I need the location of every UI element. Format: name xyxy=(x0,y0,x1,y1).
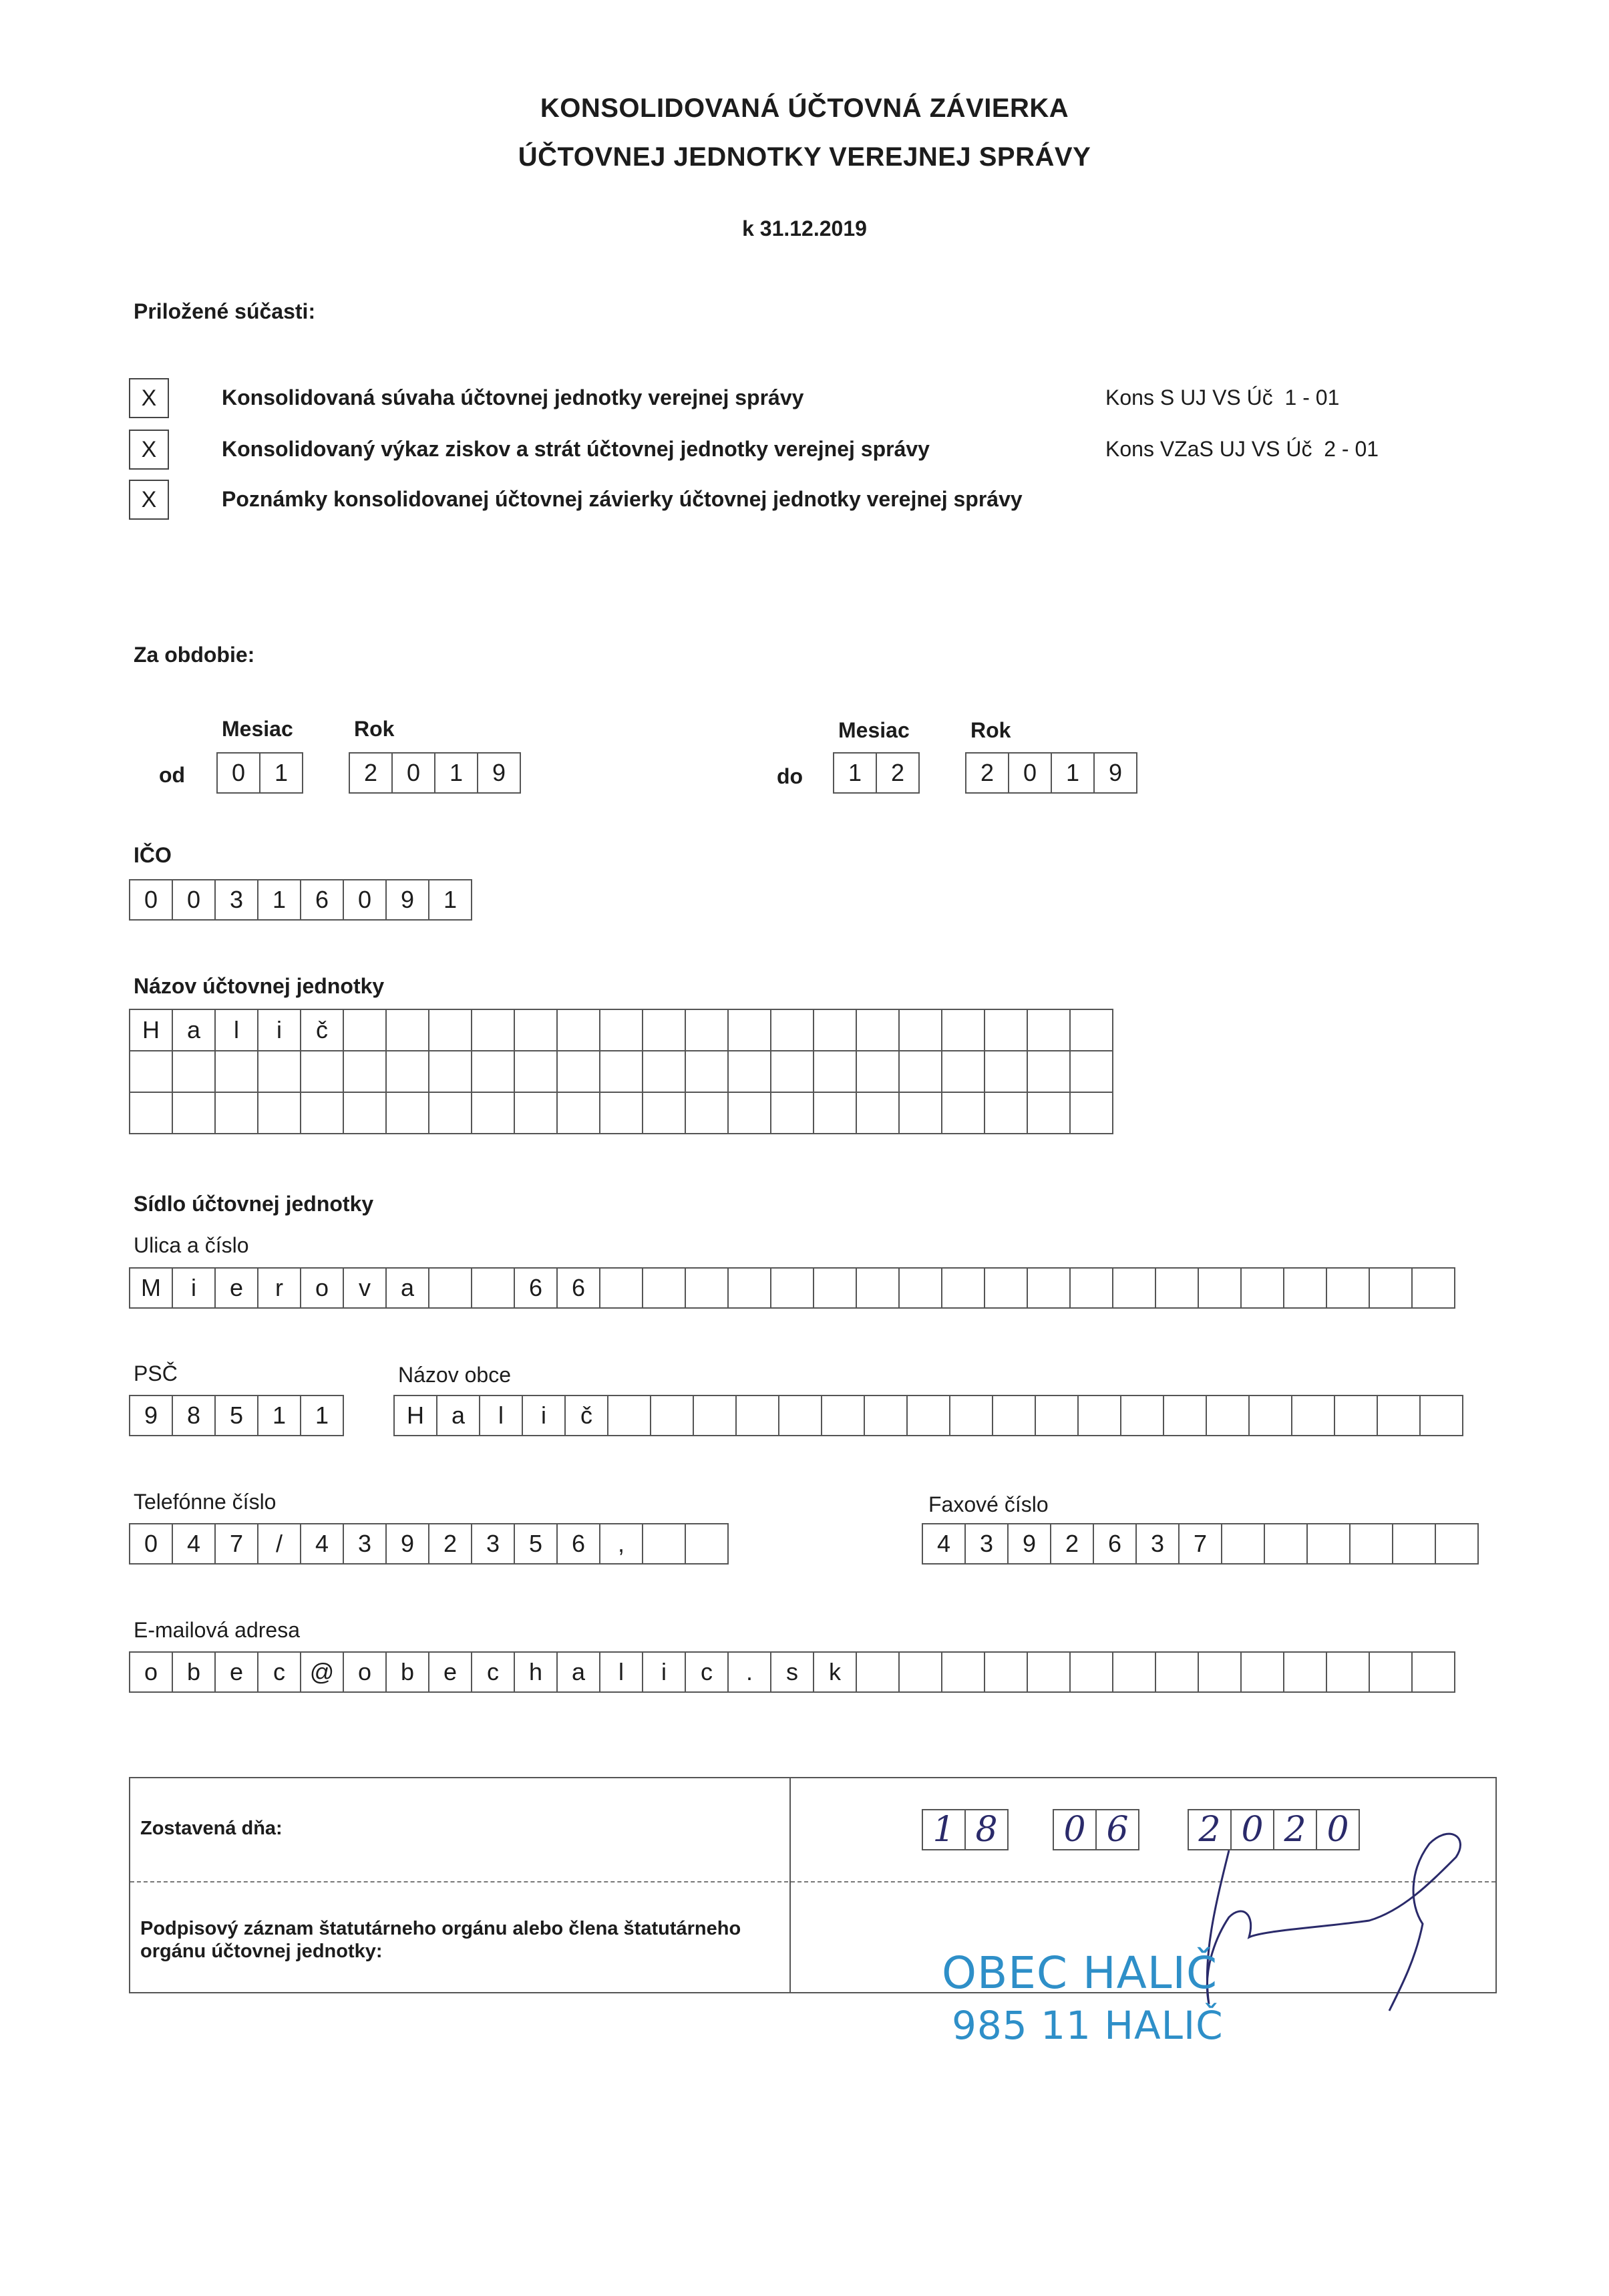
char-box[interactable] xyxy=(214,1050,258,1093)
char-box[interactable] xyxy=(949,1395,993,1436)
from-month-boxes xyxy=(216,752,303,794)
ico-boxes xyxy=(129,879,472,921)
char-box[interactable]: . xyxy=(727,1651,771,1693)
char-box[interactable] xyxy=(1155,1651,1199,1693)
town-label: Názov obce xyxy=(398,1363,511,1387)
char-box[interactable] xyxy=(1221,1523,1265,1565)
char-box[interactable]: e xyxy=(428,1651,472,1693)
char-box[interactable]: 6 xyxy=(514,1267,558,1309)
char-box[interactable]: 3 xyxy=(964,1523,1009,1565)
street-label: Ulica a číslo xyxy=(134,1233,249,1257)
char-box[interactable]: 5 xyxy=(214,1395,258,1436)
char-box[interactable] xyxy=(556,1009,600,1051)
char-box[interactable] xyxy=(778,1395,822,1436)
char-box[interactable]: 9 xyxy=(385,879,429,921)
char-box[interactable]: 3 xyxy=(343,1523,387,1565)
psc-boxes xyxy=(129,1395,344,1436)
char-box[interactable] xyxy=(129,1050,173,1093)
char-box[interactable] xyxy=(941,1092,985,1134)
char-box[interactable] xyxy=(642,1050,686,1093)
to-month-boxes xyxy=(833,752,920,794)
char-box[interactable] xyxy=(685,1050,729,1093)
char-box[interactable] xyxy=(898,1651,942,1693)
attachment-label: Konsolidovaná súvaha účtovnej jednotky verejnej správy xyxy=(222,385,804,409)
char-box[interactable] xyxy=(1027,1050,1071,1093)
char-box[interactable]: c xyxy=(257,1651,301,1693)
char-box[interactable] xyxy=(1155,1267,1199,1309)
char-box[interactable]: 6 xyxy=(300,879,344,921)
char-box[interactable] xyxy=(984,1267,1028,1309)
char-box[interactable] xyxy=(770,1267,814,1309)
char-box[interactable]: 2 xyxy=(965,752,1009,794)
char-box[interactable] xyxy=(1027,1651,1071,1693)
char-box[interactable]: 6 xyxy=(1093,1523,1137,1565)
char-box[interactable]: 0 xyxy=(129,1523,173,1565)
char-box[interactable] xyxy=(1283,1651,1327,1693)
char-box[interactable]: 3 xyxy=(1135,1523,1180,1565)
fax-boxes xyxy=(922,1523,1479,1565)
char-box[interactable]: o xyxy=(129,1651,173,1693)
char-box[interactable]: 4 xyxy=(172,1523,216,1565)
char-box[interactable]: v xyxy=(343,1267,387,1309)
char-box[interactable]: l xyxy=(214,1009,258,1051)
char-box[interactable]: r xyxy=(257,1267,301,1309)
char-box[interactable]: 1 xyxy=(428,879,472,921)
char-box[interactable] xyxy=(1264,1523,1308,1565)
stamp-line2: 985 11 HALIČ xyxy=(952,2003,1224,2048)
char-box[interactable] xyxy=(1411,1267,1455,1309)
char-box[interactable] xyxy=(385,1050,429,1093)
char-box[interactable] xyxy=(898,1092,942,1134)
handwritten-signature xyxy=(1189,1804,1496,2044)
table-divider xyxy=(789,1778,791,1992)
char-box[interactable] xyxy=(813,1009,857,1051)
char-box[interactable] xyxy=(1349,1523,1393,1565)
char-box[interactable] xyxy=(428,1267,472,1309)
char-box[interactable]: 1 xyxy=(922,1809,966,1850)
char-box[interactable] xyxy=(343,1050,387,1093)
char-box[interactable]: 0 xyxy=(172,879,216,921)
document-title-line1: KONSOLIDOVANÁ ÚČTOVNÁ ZÁVIERKA xyxy=(540,94,1069,123)
entity-name-grid xyxy=(129,1009,1113,1134)
to-month-label: Mesiac xyxy=(838,718,910,742)
char-box[interactable]: 6 xyxy=(556,1523,600,1565)
char-box[interactable] xyxy=(941,1050,985,1093)
char-box[interactable] xyxy=(428,1009,472,1051)
compiled-day-boxes xyxy=(922,1809,1009,1850)
char-box[interactable] xyxy=(1334,1395,1378,1436)
char-box[interactable] xyxy=(727,1092,771,1134)
entity-name-row xyxy=(129,1092,1113,1134)
char-box[interactable] xyxy=(1027,1092,1071,1134)
char-box[interactable]: a xyxy=(436,1395,480,1436)
char-box[interactable]: k xyxy=(813,1651,857,1693)
stamp-line1: OBEC HALIČ xyxy=(942,1947,1218,1999)
char-box[interactable] xyxy=(1392,1523,1436,1565)
char-box[interactable]: a xyxy=(556,1651,600,1693)
char-box[interactable]: 0 xyxy=(1316,1809,1360,1850)
char-box[interactable]: l xyxy=(599,1651,643,1693)
from-label: od xyxy=(159,763,186,787)
char-box[interactable] xyxy=(428,1092,472,1134)
char-box[interactable]: 0 xyxy=(1230,1809,1274,1850)
char-box[interactable]: 9 xyxy=(1007,1523,1051,1565)
char-box[interactable]: 1 xyxy=(833,752,877,794)
psc-label: PSČ xyxy=(134,1361,178,1385)
char-box[interactable] xyxy=(1077,1395,1121,1436)
char-box[interactable]: 0 xyxy=(1053,1809,1097,1850)
entity-name-row xyxy=(129,1050,1113,1093)
char-box[interactable]: 1 xyxy=(257,1395,301,1436)
email-label: E-mailová adresa xyxy=(134,1618,300,1642)
from-month-label: Mesiac xyxy=(222,717,293,741)
char-box[interactable] xyxy=(813,1267,857,1309)
char-box[interactable]: 8 xyxy=(172,1395,216,1436)
char-box[interactable] xyxy=(856,1651,900,1693)
char-box[interactable] xyxy=(1069,1092,1113,1134)
char-box[interactable] xyxy=(514,1092,558,1134)
char-box[interactable] xyxy=(1377,1395,1421,1436)
attachment-form-code: Kons S UJ VS Úč 1 - 01 xyxy=(1105,385,1340,409)
char-box[interactable] xyxy=(650,1395,694,1436)
char-box[interactable]: 4 xyxy=(922,1523,966,1565)
char-box[interactable]: 8 xyxy=(964,1809,1009,1850)
char-box[interactable]: c xyxy=(471,1651,515,1693)
char-box[interactable] xyxy=(685,1009,729,1051)
street-boxes xyxy=(129,1267,1455,1309)
char-box[interactable] xyxy=(727,1050,771,1093)
char-box[interactable]: 6 xyxy=(556,1267,600,1309)
char-box[interactable] xyxy=(984,1009,1028,1051)
char-box[interactable]: / xyxy=(257,1523,301,1565)
attachment-form-code: Kons VZaS UJ VS Úč 2 - 01 xyxy=(1105,437,1379,461)
char-box[interactable] xyxy=(257,1092,301,1134)
attachment-checkbox[interactable]: X xyxy=(129,378,169,418)
phone-boxes xyxy=(129,1523,729,1565)
char-box[interactable] xyxy=(599,1267,643,1309)
compiled-label: Zostavená dňa: xyxy=(140,1818,283,1839)
char-box[interactable]: 1 xyxy=(259,752,303,794)
char-box[interactable]: i xyxy=(522,1395,566,1436)
ico-label: IČO xyxy=(134,843,172,867)
char-box[interactable] xyxy=(1411,1651,1455,1693)
char-box[interactable]: 2 xyxy=(876,752,920,794)
char-box[interactable] xyxy=(1112,1651,1156,1693)
char-box[interactable] xyxy=(906,1395,950,1436)
char-box[interactable] xyxy=(685,1523,729,1565)
char-box[interactable]: M xyxy=(129,1267,173,1309)
seat-label: Sídlo účtovnej jednotky xyxy=(134,1192,374,1216)
as-of-date: k 31.12.2019 xyxy=(742,216,867,240)
char-box[interactable]: 0 xyxy=(343,879,387,921)
char-box[interactable] xyxy=(984,1651,1028,1693)
char-box[interactable]: 1 xyxy=(300,1395,344,1436)
char-box[interactable] xyxy=(984,1092,1028,1134)
char-box[interactable] xyxy=(471,1092,515,1134)
from-year-label: Rok xyxy=(354,717,395,741)
char-box[interactable] xyxy=(599,1050,643,1093)
char-box[interactable]: 6 xyxy=(1095,1809,1139,1850)
char-box[interactable] xyxy=(770,1092,814,1134)
char-box[interactable] xyxy=(599,1009,643,1051)
char-box[interactable] xyxy=(1198,1651,1242,1693)
char-box[interactable]: 7 xyxy=(214,1523,258,1565)
char-box[interactable] xyxy=(770,1050,814,1093)
entity-name-row xyxy=(129,1009,1113,1051)
char-box[interactable] xyxy=(1069,1267,1113,1309)
char-box[interactable]: e xyxy=(214,1267,258,1309)
char-box[interactable] xyxy=(1069,1651,1113,1693)
char-box[interactable]: 2 xyxy=(428,1523,472,1565)
char-box[interactable] xyxy=(693,1395,737,1436)
char-box[interactable] xyxy=(385,1009,429,1051)
char-box[interactable] xyxy=(727,1267,771,1309)
char-box[interactable]: 2 xyxy=(1273,1809,1317,1850)
char-box[interactable] xyxy=(1369,1651,1413,1693)
attachments-heading: Priložené súčasti: xyxy=(134,299,316,323)
char-box[interactable]: 0 xyxy=(1008,752,1052,794)
char-box[interactable] xyxy=(735,1395,779,1436)
char-box[interactable] xyxy=(172,1050,216,1093)
char-box[interactable] xyxy=(1240,1651,1284,1693)
char-box[interactable]: 3 xyxy=(471,1523,515,1565)
char-box[interactable]: 9 xyxy=(385,1523,429,1565)
email-boxes xyxy=(129,1651,1455,1693)
char-box[interactable] xyxy=(642,1009,686,1051)
compiled-month-boxes xyxy=(1053,1809,1139,1850)
char-box[interactable] xyxy=(257,1050,301,1093)
char-box[interactable] xyxy=(856,1009,900,1051)
attachment-checkbox[interactable]: X xyxy=(129,430,169,470)
char-box[interactable] xyxy=(898,1009,942,1051)
char-box[interactable]: č xyxy=(300,1009,344,1051)
char-box[interactable] xyxy=(1069,1009,1113,1051)
char-box[interactable] xyxy=(1306,1523,1351,1565)
char-box[interactable]: 0 xyxy=(216,752,260,794)
fax-label: Faxové číslo xyxy=(928,1492,1049,1516)
char-box[interactable]: H xyxy=(129,1009,173,1051)
char-box[interactable]: l xyxy=(479,1395,523,1436)
town-boxes xyxy=(393,1395,1463,1436)
entity-name-label: Názov účtovnej jednotky xyxy=(134,974,385,998)
char-box[interactable]: 2 xyxy=(1050,1523,1094,1565)
char-box[interactable] xyxy=(898,1050,942,1093)
char-box[interactable]: 1 xyxy=(257,879,301,921)
char-box[interactable] xyxy=(856,1267,900,1309)
char-box[interactable]: e xyxy=(214,1651,258,1693)
char-box[interactable] xyxy=(642,1523,686,1565)
char-box[interactable]: 9 xyxy=(477,752,521,794)
char-box[interactable] xyxy=(1035,1395,1079,1436)
char-box[interactable] xyxy=(129,1092,173,1134)
char-box[interactable]: 1 xyxy=(434,752,478,794)
char-box[interactable] xyxy=(514,1009,558,1051)
char-box[interactable] xyxy=(984,1050,1028,1093)
char-box[interactable] xyxy=(685,1267,729,1309)
char-box[interactable] xyxy=(941,1009,985,1051)
char-box[interactable] xyxy=(556,1050,600,1093)
char-box[interactable]: b xyxy=(385,1651,429,1693)
attachment-label: Poznámky konsolidovanej účtovnej závierky účtovnej jednotky verejnej správy xyxy=(222,487,1023,511)
char-box[interactable]: H xyxy=(393,1395,437,1436)
char-box[interactable]: , xyxy=(599,1523,643,1565)
char-box[interactable] xyxy=(300,1092,344,1134)
char-box[interactable]: 9 xyxy=(1093,752,1137,794)
char-box[interactable]: o xyxy=(343,1651,387,1693)
char-box[interactable] xyxy=(1120,1395,1164,1436)
char-box[interactable]: c xyxy=(685,1651,729,1693)
char-box[interactable]: h xyxy=(514,1651,558,1693)
char-box[interactable] xyxy=(471,1267,515,1309)
char-box[interactable] xyxy=(300,1050,344,1093)
char-box[interactable] xyxy=(385,1092,429,1134)
char-box[interactable] xyxy=(514,1050,558,1093)
char-box[interactable] xyxy=(992,1395,1036,1436)
attachment-checkbox[interactable]: X xyxy=(129,480,169,520)
char-box[interactable] xyxy=(856,1092,900,1134)
char-box[interactable]: i xyxy=(172,1267,216,1309)
char-box[interactable]: 7 xyxy=(1178,1523,1222,1565)
char-box[interactable] xyxy=(1069,1050,1113,1093)
char-box[interactable] xyxy=(813,1050,857,1093)
char-box[interactable] xyxy=(1419,1395,1463,1436)
char-box[interactable] xyxy=(1326,1651,1370,1693)
period-heading: Za obdobie: xyxy=(134,643,255,667)
document-title-line2: ÚČTOVNEJ JEDNOTKY VEREJNEJ SPRÁVY xyxy=(518,142,1091,172)
char-box[interactable] xyxy=(1027,1267,1071,1309)
char-box[interactable] xyxy=(685,1092,729,1134)
char-box[interactable] xyxy=(1112,1267,1156,1309)
char-box[interactable] xyxy=(1027,1009,1071,1051)
signature-label: Podpisový záznam štatutárneho orgánu alebo člena štatutárneho orgánu účtovnej jednotky: xyxy=(140,1918,741,1962)
char-box[interactable]: 2 xyxy=(349,752,393,794)
char-box[interactable] xyxy=(1283,1267,1327,1309)
char-box[interactable] xyxy=(941,1267,985,1309)
char-box[interactable] xyxy=(770,1009,814,1051)
to-label: do xyxy=(777,764,803,788)
char-box[interactable] xyxy=(1240,1267,1284,1309)
char-box[interactable]: a xyxy=(385,1267,429,1309)
char-box[interactable]: 5 xyxy=(514,1523,558,1565)
char-box[interactable] xyxy=(1206,1395,1250,1436)
char-box[interactable] xyxy=(1198,1267,1242,1309)
phone-label: Telefónne číslo xyxy=(134,1490,277,1514)
char-box[interactable]: o xyxy=(300,1267,344,1309)
char-box[interactable]: i xyxy=(642,1651,686,1693)
char-box[interactable] xyxy=(471,1009,515,1051)
char-box[interactable]: 9 xyxy=(129,1395,173,1436)
char-box[interactable] xyxy=(343,1092,387,1134)
char-box[interactable]: i xyxy=(257,1009,301,1051)
char-box[interactable] xyxy=(607,1395,651,1436)
char-box[interactable] xyxy=(1435,1523,1479,1565)
char-box[interactable] xyxy=(941,1651,985,1693)
char-box[interactable]: 0 xyxy=(391,752,435,794)
char-box[interactable] xyxy=(172,1092,216,1134)
char-box[interactable]: a xyxy=(172,1009,216,1051)
char-box[interactable] xyxy=(727,1009,771,1051)
char-box[interactable]: 0 xyxy=(129,879,173,921)
char-box[interactable] xyxy=(856,1050,900,1093)
char-box[interactable] xyxy=(214,1092,258,1134)
char-box[interactable] xyxy=(864,1395,908,1436)
char-box[interactable]: 3 xyxy=(214,879,258,921)
char-box[interactable]: 1 xyxy=(1051,752,1095,794)
char-box[interactable]: 2 xyxy=(1188,1809,1232,1850)
char-box[interactable]: b xyxy=(172,1651,216,1693)
char-box[interactable] xyxy=(471,1050,515,1093)
to-year-boxes xyxy=(965,752,1137,794)
char-box[interactable] xyxy=(1291,1395,1335,1436)
char-box[interactable] xyxy=(642,1267,686,1309)
from-year-boxes xyxy=(349,752,521,794)
char-box[interactable] xyxy=(642,1092,686,1134)
attachment-label: Konsolidovaný výkaz ziskov a strát účtovnej jednotky verejnej správy xyxy=(222,437,930,461)
char-box[interactable] xyxy=(821,1395,865,1436)
char-box[interactable] xyxy=(813,1092,857,1134)
char-box[interactable] xyxy=(1248,1395,1292,1436)
char-box[interactable] xyxy=(428,1050,472,1093)
char-box[interactable] xyxy=(343,1009,387,1051)
char-box[interactable]: 4 xyxy=(300,1523,344,1565)
to-year-label: Rok xyxy=(970,718,1011,742)
char-box[interactable] xyxy=(599,1092,643,1134)
char-box[interactable]: @ xyxy=(300,1651,344,1693)
char-box[interactable] xyxy=(1326,1267,1370,1309)
char-box[interactable]: s xyxy=(770,1651,814,1693)
char-box[interactable] xyxy=(1369,1267,1413,1309)
char-box[interactable] xyxy=(556,1092,600,1134)
char-box[interactable] xyxy=(1163,1395,1207,1436)
char-box[interactable] xyxy=(898,1267,942,1309)
char-box[interactable]: č xyxy=(564,1395,608,1436)
